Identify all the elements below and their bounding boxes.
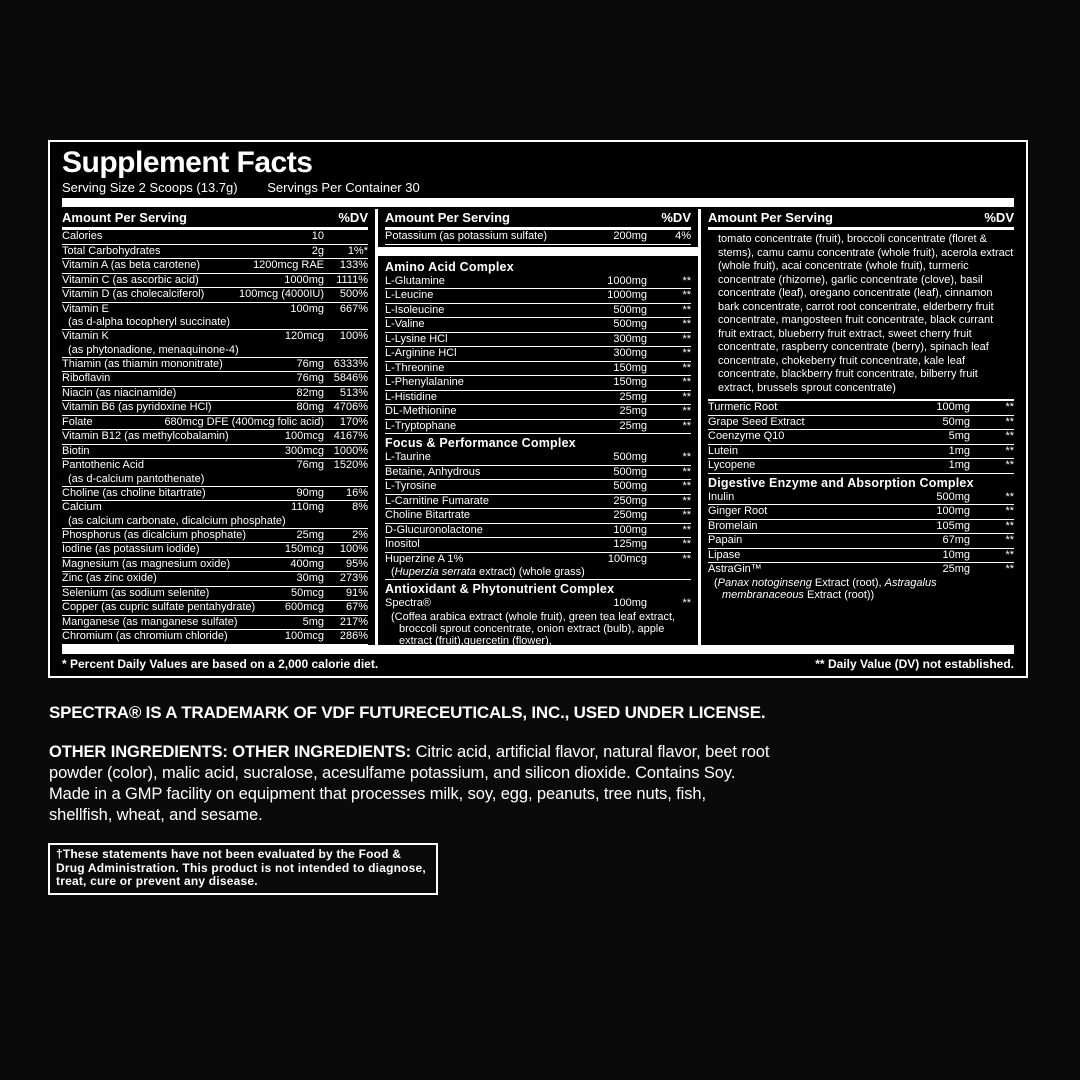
nutrient-dv: ** — [1005, 548, 1014, 561]
nutrient-dv: 6333% — [333, 357, 368, 370]
nutrient-dv: 1520% — [333, 459, 368, 471]
dv-label: %DV — [661, 210, 691, 225]
nutrient-row — [385, 466, 691, 481]
nutrient-name: Chromium (as chromium chloride) — [62, 631, 228, 642]
nutrient-amount: 500mg — [613, 318, 647, 330]
nutrient-name: L-Lysine HCl — [385, 333, 448, 345]
nutrient-dv: ** — [682, 361, 691, 374]
nutrient-row — [62, 487, 368, 502]
fda-disclaimer-box: †These statements have not been evaluated by the Food & Drug Administration. This product is not intended to diagnose, treat, cure or prevent any disease. — [48, 843, 438, 895]
nutrient-amount: 150mcg — [284, 543, 324, 555]
nutrient-name: L-Arginine HCl — [385, 348, 457, 359]
nutrient-dv: ** — [682, 318, 691, 330]
nutrient-name: L-Glutamine — [385, 275, 445, 287]
nutrient-row — [385, 553, 691, 567]
nutrient-name: Pantothenic Acid — [62, 460, 144, 471]
nutrient-name: L-Carnitine Fumarate — [385, 495, 489, 507]
nutrient-name: AstraGin™ — [708, 564, 762, 575]
nutrient-amount: 150mg — [613, 376, 647, 388]
nutrient-name: Vitamin B12 (as methylcobalamin) — [62, 431, 229, 442]
nutrient-row — [385, 451, 691, 466]
nutrient-row — [385, 420, 691, 435]
nutrient-dv: ** — [682, 419, 691, 432]
nutrient-name: Iodine (as potassium iodide) — [62, 544, 200, 555]
nutrient-row — [385, 304, 691, 319]
nutrient-dv: ** — [1005, 534, 1014, 546]
nutrient-name: Coenzyme Q10 — [708, 431, 785, 442]
nutrient-name: Biotin — [62, 445, 90, 457]
nutrient-amount: 300mg — [613, 332, 647, 345]
nutrient-row — [62, 358, 368, 373]
nutrient-dv: ** — [682, 552, 691, 565]
nutrient-row — [385, 480, 691, 495]
nutrient-dv: ** — [1005, 401, 1014, 413]
nutrient-amount: 67mg — [942, 534, 970, 546]
nutrient-row — [385, 538, 691, 553]
nutrient-amount: 100mg — [936, 401, 970, 413]
nutrient-name: Vitamin K — [62, 331, 109, 342]
nutrient-dv: ** — [682, 390, 691, 403]
nutrient-name: Calories — [62, 231, 103, 242]
nutrient-row — [385, 289, 691, 304]
nutrient-amount: 76mg — [296, 459, 324, 471]
nutrient-dv: 67% — [345, 601, 368, 613]
nutrient-name: Inositol — [385, 539, 420, 550]
nutrient-name: Total Carbohydrates — [62, 245, 161, 257]
section-header: Focus & Performance Complex — [385, 436, 576, 450]
other-ingredients-label: OTHER INGREDIENTS: OTHER INGREDIENTS: — [49, 743, 412, 761]
nutrient-row — [385, 405, 691, 420]
nutrient-amount: 10 — [311, 230, 324, 242]
nutrient-name: Choline Bitartrate — [385, 510, 470, 521]
facts-column-1 — [62, 209, 375, 645]
nutrient-name: Lutein — [708, 445, 738, 457]
nutrient-dv: 100% — [339, 543, 368, 555]
nutrient-name: Vitamin E — [62, 303, 109, 315]
nutrient-amount: 76mg — [296, 357, 324, 370]
nutrient-dv: 170% — [339, 415, 368, 428]
nutrient-subnote: (as calcium carbonate, dicalcium phosphate) — [62, 515, 368, 529]
nutrient-amount: 150mg — [613, 361, 647, 374]
nutrient-name: Magnesium (as magnesium oxide) — [62, 558, 231, 570]
nutrient-row — [62, 543, 368, 558]
nutrient-row — [385, 275, 691, 290]
serving-size: Serving Size 2 Scoops (13.7g) — [62, 180, 238, 195]
footnotes — [62, 654, 1014, 672]
nutrient-row — [62, 430, 368, 445]
nutrient-dv: ** — [682, 289, 691, 301]
nutrient-name: L-Valine — [385, 319, 425, 330]
nutrient-amount: 500mg — [613, 480, 647, 492]
nutrient-name: L-Leucine — [385, 290, 434, 301]
nutrient-dv: 8% — [352, 501, 368, 513]
nutrient-row — [62, 630, 368, 645]
nutrient-name: Vitamin C (as ascorbic acid) — [62, 274, 199, 286]
nutrient-dv: ** — [682, 494, 691, 507]
nutrient-amount: 100mg — [613, 523, 647, 536]
nutrient-row — [708, 416, 1014, 431]
nutrient-row — [385, 347, 691, 362]
nutrient-dv: ** — [682, 303, 691, 316]
nutrient-amount: 100mg — [290, 302, 324, 315]
nutrient-dv: 500% — [339, 288, 368, 300]
nutrient-row — [62, 416, 368, 431]
nutrient-row — [708, 445, 1014, 460]
nutrient-row — [708, 491, 1014, 506]
nutrient-amount: 100mcg — [284, 630, 324, 642]
nutrient-row — [62, 401, 368, 416]
nutrient-name: L-Taurine — [385, 452, 431, 463]
nutrient-subnote: (Panax notoginseng Extract (root), Astragalus membranaceous Extract (root)) — [714, 576, 937, 601]
nutrient-amount: 250mg — [613, 509, 647, 521]
nutrient-name: Riboflavin — [62, 373, 111, 384]
nutrient-amount: 100mg — [613, 597, 647, 609]
nutrient-name: L-Tryptophane — [385, 420, 457, 432]
nutrient-row — [385, 318, 691, 333]
nutrient-dv: ** — [1005, 415, 1014, 428]
nutrient-amount: 25mg — [942, 563, 970, 575]
nutrient-row — [708, 459, 1014, 474]
nutrient-dv: 4167% — [333, 430, 368, 442]
nutrient-dv: ** — [1005, 490, 1014, 503]
amount-per-serving-label: Amount Per Serving — [385, 210, 510, 225]
nutrient-dv: ** — [682, 480, 691, 492]
nutrient-dv: ** — [1005, 444, 1014, 457]
nutrient-row — [62, 288, 368, 303]
facts-column-3 — [698, 209, 1014, 645]
nutrient-row — [385, 333, 691, 348]
nutrient-row — [385, 391, 691, 406]
column-rows — [385, 230, 691, 645]
nutrient-dv: 217% — [339, 615, 368, 628]
nutrient-name: Inulin — [708, 491, 735, 503]
nutrient-name: Niacin (as niacinamide) — [62, 387, 177, 399]
nutrient-row — [708, 563, 1014, 577]
section-header: Digestive Enzyme and Absorption Complex — [708, 475, 974, 490]
section-header: Antioxidant & Phytonutrient Complex — [385, 582, 615, 596]
nutrient-row — [62, 259, 368, 274]
nutrient-row — [62, 572, 368, 587]
nutrient-amount: 100mg — [936, 505, 970, 517]
nutrient-name: Copper (as cupric sulfate pentahydrate) — [62, 602, 256, 613]
nutrient-name: Potassium (as potassium sulfate) — [385, 231, 548, 242]
nutrient-row — [708, 534, 1014, 549]
nutrient-amount: 5mg — [302, 615, 324, 628]
nutrient-dv: ** — [682, 465, 691, 478]
nutrient-name: Calcium — [62, 502, 102, 513]
nutrient-row — [708, 549, 1014, 564]
nutrient-dv: 273% — [339, 572, 368, 584]
nutrient-amount: 5mg — [948, 430, 970, 442]
nutrient-amount: 300mg — [613, 347, 647, 359]
nutrient-name: Turmeric Root — [708, 402, 778, 413]
nutrient-amount: 500mg — [613, 303, 647, 316]
facts-column-2 — [375, 209, 698, 645]
nutrient-dv: ** — [1005, 430, 1014, 442]
nutrient-amount: 125mg — [613, 538, 647, 550]
nutrient-row — [62, 558, 368, 573]
nutrient-name: Zinc (as zinc oxide) — [62, 573, 157, 584]
amount-per-serving-label: Amount Per Serving — [62, 210, 187, 225]
nutrient-name: Betaine, Anhydrous — [385, 466, 481, 478]
nutrient-row — [62, 303, 368, 317]
nutrient-amount: 50mcg — [290, 586, 324, 599]
nutrient-amount: 1000mg — [607, 274, 647, 287]
nutrient-name: D-Glucuronolactone — [385, 524, 483, 536]
dv-label: %DV — [984, 210, 1014, 225]
column-header — [62, 209, 368, 230]
nutrient-amount: 300mcg — [284, 444, 324, 457]
column-rows — [62, 230, 368, 645]
nutrient-row — [385, 495, 691, 510]
other-ingredients — [49, 742, 771, 826]
nutrient-row — [62, 230, 368, 245]
nutrient-amount: 80mg — [296, 401, 324, 413]
nutrient-amount: 25mg — [619, 405, 647, 417]
nutrient-dv: 1000% — [333, 444, 368, 457]
nutrient-amount: 500mg — [936, 490, 970, 503]
supplement-facts-panel — [48, 140, 1028, 678]
facts-columns — [62, 209, 1014, 645]
nutrient-amount: 25mg — [619, 419, 647, 432]
nutrient-name: Manganese (as manganese sulfate) — [62, 616, 238, 628]
nutrient-name: Thiamin (as thiamin mononitrate) — [62, 358, 223, 370]
nutrient-name: Vitamin A (as beta carotene) — [62, 260, 200, 271]
footer-separator-bar — [62, 645, 1014, 654]
separator-bar — [378, 247, 698, 256]
nutrient-name: Huperzine A 1% — [385, 553, 464, 565]
ingredients-paragraph: tomato concentrate (fruit), broccoli concentrate (floret & stems), camu camu concentrate (whole fruit), acerola extract (whole fruit), acai concentrate (whole fruit), turmeric concentrate (rhizome), garlic concentrate (clove), basil concentrate (leaf), oregano concentrate (leaf), cinnamon bark concentrate, carrot root concentrate, elderberry fruit concentrate, mangosteen fruit concentrate, black currant fruit extract, blueberry fruit extract, sweet cherry fruit concentrate, raspberry concentrate (berry), spinach leaf concentrate, chokeberry fruit concentrate, kale leaf concentrate, blackberry fruit concentrate, bilberry fruit extract, brussels sprout concentrate) — [708, 230, 1014, 401]
nutrient-dv: ** — [1005, 505, 1014, 517]
nutrient-amount: 1mg — [948, 459, 970, 471]
nutrient-name: DL-Methionine — [385, 406, 457, 417]
spectra-trademark-line: SPECTRA® IS A TRADEMARK OF VDF FUTURECEUTICALS, INC., USED UNDER LICENSE. — [49, 703, 766, 722]
nutrient-row — [385, 509, 691, 524]
nutrient-amount: 100mcg (4000IU) — [239, 288, 324, 300]
nutrient-dv: 91% — [345, 586, 368, 599]
footnote-daily-values: * Percent Daily Values are based on a 2,000 calorie diet. — [62, 657, 379, 671]
nutrient-amount: 90mg — [296, 486, 324, 499]
amount-per-serving-label: Amount Per Serving — [708, 210, 833, 225]
nutrient-row — [62, 587, 368, 602]
nutrient-row — [62, 274, 368, 289]
nutrient-amount: 680mcg DFE (400mcg folic acid) — [164, 415, 324, 428]
nutrient-name: Ginger Root — [708, 506, 768, 517]
nutrient-row — [62, 601, 368, 616]
nutrient-dv: ** — [1005, 563, 1014, 575]
servings-per-container: Servings Per Container 30 — [267, 180, 420, 195]
nutrient-row — [708, 401, 1014, 416]
header-separator-bar — [62, 198, 1014, 207]
nutrient-name: L-Threonine — [385, 362, 445, 374]
nutrient-amount: 50mg — [942, 415, 970, 428]
nutrient-amount: 500mg — [613, 465, 647, 478]
nutrient-amount: 100mcg — [284, 430, 324, 442]
nutrient-row — [62, 330, 368, 344]
dv-label: %DV — [338, 210, 368, 225]
nutrient-amount: 105mg — [936, 519, 970, 532]
nutrient-row — [62, 372, 368, 387]
nutrient-row — [62, 529, 368, 544]
nutrient-dv: ** — [682, 332, 691, 345]
nutrient-amount: 500mg — [613, 451, 647, 463]
nutrient-name: Lycopene — [708, 460, 756, 471]
nutrient-dv: ** — [682, 597, 691, 609]
nutrient-name: Papain — [708, 535, 743, 546]
nutrient-dv: ** — [682, 274, 691, 287]
nutrient-dv: ** — [1005, 459, 1014, 471]
nutrient-name: L-Phenylalanine — [385, 377, 464, 388]
nutrient-row — [62, 387, 368, 402]
nutrient-row — [62, 459, 368, 473]
nutrient-row — [708, 505, 1014, 520]
nutrient-amount: 1000mg — [284, 273, 324, 286]
nutrient-name: Bromelain — [708, 520, 758, 532]
panel-title: Supplement Facts — [62, 146, 313, 179]
nutrient-row — [708, 520, 1014, 535]
nutrient-name: Phosphorus (as dicalcium phosphate) — [62, 529, 247, 541]
nutrient-dv: 1%* — [347, 244, 368, 257]
nutrient-name: Grape Seed Extract — [708, 416, 805, 428]
nutrient-dv: 5846% — [333, 372, 368, 384]
nutrient-amount: 250mg — [613, 494, 647, 507]
nutrient-dv: ** — [682, 405, 691, 417]
nutrient-name: L-Tyrosine — [385, 481, 437, 492]
nutrient-dv: 4706% — [333, 401, 368, 413]
nutrient-name: Lipase — [708, 549, 741, 561]
nutrient-row — [385, 597, 691, 611]
nutrient-row — [62, 616, 368, 631]
nutrient-amount: 1200mcg RAE — [253, 259, 324, 271]
section-header: Amino Acid Complex — [385, 259, 514, 274]
nutrient-row — [62, 501, 368, 515]
nutrient-subnote: (as d-alpha tocopheryl succinate) — [62, 316, 368, 330]
nutrient-subnote: (Huperzia serrata extract) (whole grass) — [385, 566, 691, 580]
nutrient-dv: 16% — [345, 486, 368, 499]
nutrient-row — [385, 524, 691, 539]
nutrient-amount: 1000mg — [607, 289, 647, 301]
nutrient-dv: 133% — [339, 259, 368, 271]
nutrient-row — [62, 245, 368, 260]
other-ingredients-text: Citric acid, artificial flavor, natural flavor, beet root powder (color), malic acid, sucralose, acesulfame potassium, and silicon dioxide. Contains Soy. Made in a GMP facility on equipment that processes milk, soy, egg, peanuts, tree nuts, fish, shellfish, wheat, and sesame. — [49, 743, 770, 824]
nutrient-dv: ** — [1005, 519, 1014, 532]
nutrient-dv: 4% — [675, 230, 691, 242]
nutrient-name: Vitamin D (as cholecalciferol) — [62, 289, 205, 300]
nutrient-dv: 513% — [339, 386, 368, 399]
nutrient-name: L-Isoleucine — [385, 304, 445, 316]
nutrient-dv: 1111% — [336, 273, 368, 286]
nutrient-name: Vitamin B6 (as pyridoxine HCl) — [62, 402, 212, 413]
nutrient-amount: 10mg — [942, 548, 970, 561]
nutrient-dv: ** — [682, 509, 691, 521]
nutrient-dv: ** — [682, 451, 691, 463]
nutrient-dv: 286% — [339, 630, 368, 642]
nutrient-row — [385, 376, 691, 391]
nutrient-amount: 400mg — [290, 557, 324, 570]
nutrient-amount: 82mg — [296, 386, 324, 399]
nutrient-amount: 25mg — [619, 390, 647, 403]
nutrient-dv: 2% — [352, 528, 368, 541]
nutrient-dv: 95% — [345, 557, 368, 570]
nutrient-name: Spectra® — [385, 598, 432, 609]
nutrient-name: L-Histidine — [385, 391, 437, 403]
nutrient-amount: 30mg — [296, 572, 324, 584]
column-rows — [708, 230, 1014, 602]
column-header — [385, 209, 691, 230]
serving-info — [62, 180, 1014, 195]
nutrient-subnote: (as d-calcium pantothenate) — [62, 473, 368, 487]
footnote-dv-not-established: ** Daily Value (DV) not established. — [815, 657, 1014, 671]
nutrient-amount: 200mg — [613, 230, 647, 242]
nutrient-dv: 667% — [339, 302, 368, 315]
nutrient-row — [62, 445, 368, 460]
nutrient-dv: ** — [682, 347, 691, 359]
nutrient-amount: 2g — [311, 244, 324, 257]
nutrient-row — [385, 362, 691, 377]
nutrient-dv: ** — [682, 376, 691, 388]
nutrient-subnote: (Coffea arabica extract (whole fruit), green tea leaf extract, broccoli sprout concentrate, onion extract (bulb), apple extract (fruit),quercetin (flower), — [391, 610, 676, 645]
nutrient-amount: 600mcg — [284, 601, 324, 613]
nutrient-amount: 25mg — [296, 528, 324, 541]
nutrient-dv: ** — [682, 538, 691, 550]
nutrient-amount: 100mcg — [607, 552, 647, 565]
nutrient-amount: 76mg — [296, 372, 324, 384]
nutrient-dv: 100% — [339, 330, 368, 342]
nutrient-subnote: (as phytonadione, menaquinone-4) — [62, 344, 368, 358]
nutrient-name: Choline (as choline bitartrate) — [62, 487, 206, 499]
nutrient-amount: 1mg — [948, 444, 970, 457]
nutrient-name: Folate — [62, 416, 93, 428]
nutrient-dv: ** — [682, 523, 691, 536]
column-header — [708, 209, 1014, 230]
nutrient-row — [708, 430, 1014, 445]
nutrient-name: Selenium (as sodium selenite) — [62, 587, 210, 599]
nutrient-row — [385, 230, 691, 245]
nutrient-amount: 110mg — [291, 501, 324, 513]
nutrient-amount: 120mcg — [284, 330, 324, 342]
